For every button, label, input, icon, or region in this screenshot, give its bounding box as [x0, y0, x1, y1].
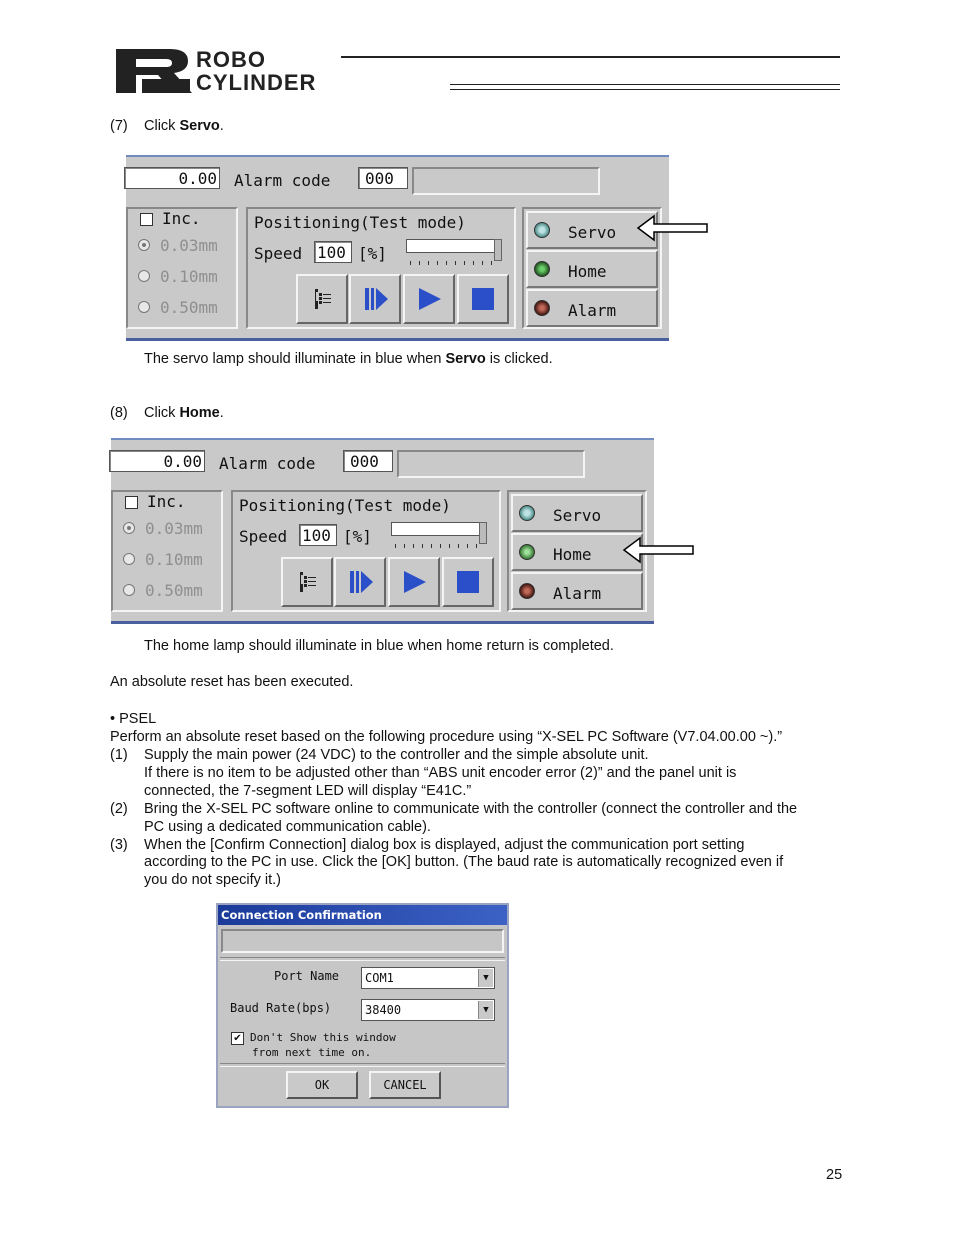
positioning-mode-label: Positioning(Test mode): [239, 496, 451, 515]
inc-radio-010[interactable]: [123, 553, 135, 565]
stop-button[interactable]: [442, 557, 494, 607]
dialog-separator-bottom: [220, 1063, 505, 1067]
page-number: 25: [826, 1167, 843, 1183]
speed-input[interactable]: 100: [314, 241, 352, 263]
baud-rate-value: 38400: [365, 1003, 402, 1017]
step8-note: The home lamp should illuminate in blue when home return is completed.: [144, 638, 614, 654]
home-button-label: Home: [553, 545, 592, 564]
inc-radio-003[interactable]: [123, 522, 135, 534]
dont-show-checkbox[interactable]: ✔: [231, 1032, 244, 1045]
controller-panel-2: [111, 438, 654, 624]
alarm-lamp: [519, 583, 535, 599]
speed-unit: [%]: [358, 244, 387, 263]
alarm-message-field: [412, 167, 600, 195]
alarm-code-label: Alarm code: [219, 454, 316, 473]
step3-line3: you do not specify it.): [144, 872, 282, 888]
chevron-down-icon[interactable]: ▼: [478, 969, 493, 987]
servo-lamp: [519, 505, 535, 521]
baud-rate-label: Baud Rate(bps): [230, 1001, 332, 1015]
connection-confirmation-dialog: [216, 903, 509, 1108]
controller-panel-1: [126, 155, 669, 341]
home-button[interactable]: [526, 250, 658, 288]
alarm-code-label: Alarm code: [234, 171, 331, 190]
logo-line1: ROBO: [196, 47, 266, 72]
dialog-status-field: [221, 929, 504, 953]
speed-unit: [%]: [343, 527, 372, 546]
speed-slider[interactable]: [391, 522, 485, 552]
servo-button-label: Servo: [553, 506, 602, 525]
servo-lamp: [534, 222, 550, 238]
play-button[interactable]: [388, 557, 440, 607]
alarm-button[interactable]: [526, 289, 658, 327]
speed-label: Speed: [254, 244, 303, 263]
step8-text: Click Home.: [144, 405, 224, 421]
servo-button-label: Servo: [568, 223, 617, 242]
psel-intro: Perform an absolute reset based on the following procedure using “X-SEL PC Software (V7.04.00.00 ~).”: [110, 729, 783, 745]
inc-radio-050[interactable]: [138, 301, 150, 313]
step1-number: (1): [110, 747, 128, 763]
pointer-arrow-servo: [636, 213, 710, 243]
program-list-button[interactable]: [296, 274, 348, 324]
dialog-separator-top: [220, 957, 505, 961]
psel-heading: • PSEL: [110, 711, 157, 727]
step8-number: (8): [110, 405, 128, 421]
step-forward-button[interactable]: [334, 557, 386, 607]
step-forward-button[interactable]: [349, 274, 401, 324]
position-readout: 0.00: [109, 450, 205, 472]
stop-button[interactable]: [457, 274, 509, 324]
inc-option-050: 0.50mm: [160, 298, 218, 317]
inc-option-003: 0.03mm: [145, 519, 203, 538]
inc-option-003: 0.03mm: [160, 236, 218, 255]
port-name-label: Port Name: [274, 969, 340, 983]
dont-show-line2: from next time on.: [252, 1046, 372, 1059]
step1-line3: connected, the 7-segment LED will display “E41C.”: [144, 783, 472, 799]
cancel-button[interactable]: CANCEL: [369, 1071, 441, 1099]
home-button-label: Home: [568, 262, 607, 281]
port-name-value: COM1: [365, 971, 394, 985]
step1-line2: If there is no item to be adjusted other than “ABS unit encoder error (2)” and the panel unit is: [144, 765, 737, 781]
absolute-done-text: An absolute reset has been executed.: [110, 674, 354, 690]
step7-note: The servo lamp should illuminate in blue when Servo is clicked.: [144, 351, 553, 367]
step2-number: (2): [110, 801, 128, 817]
alarm-code-value: 000: [343, 450, 393, 472]
header-rule-bottom: [450, 84, 840, 90]
logo-line2: CYLINDER: [196, 70, 317, 95]
step7-number: (7): [110, 118, 128, 134]
step3-line1: When the [Confirm Connection] dialog box is displayed, adjust the communication port setting: [144, 837, 745, 853]
robo-cylinder-logo: [112, 45, 442, 97]
step2-line1: Bring the X-SEL PC software online to communicate with the controller (connect the controller and the: [144, 801, 798, 817]
step7-text: Click Servo.: [144, 118, 224, 134]
alarm-lamp: [534, 300, 550, 316]
home-lamp: [534, 261, 550, 277]
dialog-title: Connection Confirmation: [218, 905, 507, 925]
inc-radio-050[interactable]: [123, 584, 135, 596]
alarm-code-value: 000: [358, 167, 408, 189]
inc-checkbox[interactable]: [125, 496, 138, 509]
position-readout: 0.00: [124, 167, 220, 189]
servo-button[interactable]: [511, 494, 643, 532]
ok-button[interactable]: OK: [286, 1071, 358, 1099]
alarm-message-field: [397, 450, 585, 478]
alarm-button[interactable]: [511, 572, 643, 610]
inc-radio-010[interactable]: [138, 270, 150, 282]
port-name-select[interactable]: [361, 967, 495, 989]
chevron-down-icon[interactable]: ▼: [478, 1001, 493, 1019]
speed-input[interactable]: 100: [299, 524, 337, 546]
speed-slider[interactable]: [406, 239, 500, 269]
pointer-arrow-home: [622, 535, 696, 565]
home-lamp: [519, 544, 535, 560]
step1-line1: Supply the main power (24 VDC) to the controller and the simple absolute unit.: [144, 747, 649, 763]
alarm-button-label: Alarm: [553, 584, 602, 603]
dont-show-line1: Don't Show this window: [250, 1031, 396, 1044]
speed-label: Speed: [239, 527, 288, 546]
header-rule-top: [341, 56, 840, 58]
inc-option-050: 0.50mm: [145, 581, 203, 600]
inc-checkbox[interactable]: [140, 213, 153, 226]
baud-rate-select[interactable]: [361, 999, 495, 1021]
inc-label: Inc.: [162, 209, 201, 228]
inc-label: Inc.: [147, 492, 186, 511]
inc-radio-003[interactable]: [138, 239, 150, 251]
step3-number: (3): [110, 837, 128, 853]
program-list-button[interactable]: [281, 557, 333, 607]
step3-line2: according to the PC in use. Click the [OK] button. (The baud rate is automatically recognized even if: [144, 854, 784, 870]
inc-option-010: 0.10mm: [160, 267, 218, 286]
inc-option-010: 0.10mm: [145, 550, 203, 569]
positioning-mode-label: Positioning(Test mode): [254, 213, 466, 232]
step2-line2: PC using a dedicated communication cable).: [144, 819, 431, 835]
alarm-button-label: Alarm: [568, 301, 617, 320]
play-button[interactable]: [403, 274, 455, 324]
